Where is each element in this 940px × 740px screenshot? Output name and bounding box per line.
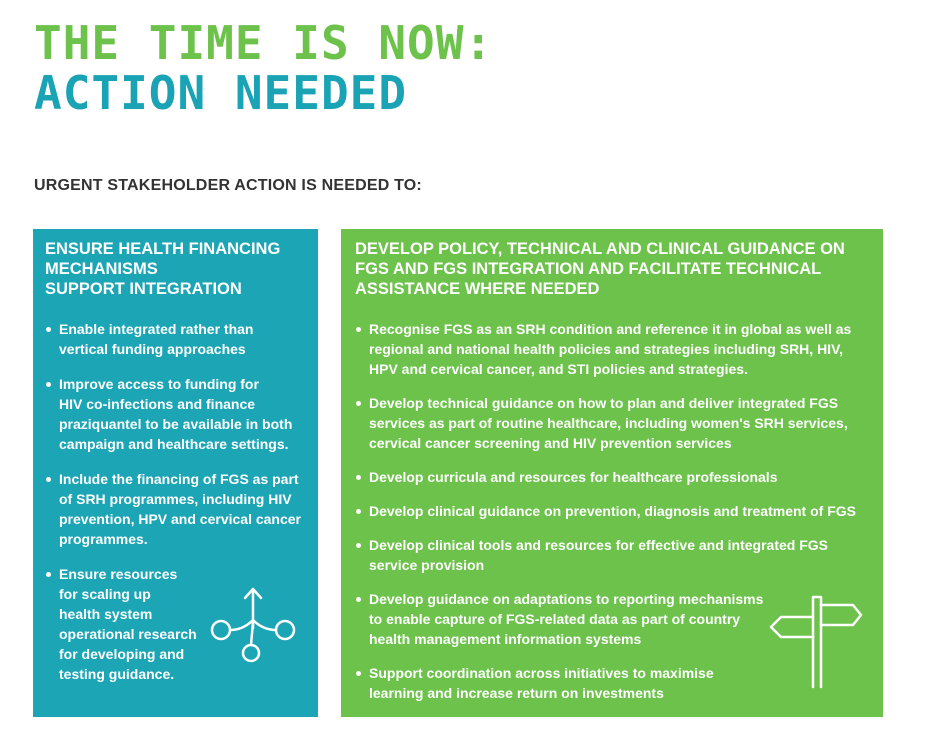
- list-item: [45, 319, 304, 359]
- item-line: learning and increase return on investments: [369, 685, 664, 701]
- item-line: HIV co-infections and finance: [59, 396, 256, 412]
- list-item: [355, 467, 863, 487]
- item-line: of SRH programmes, including HIV: [59, 491, 292, 507]
- item-line: Develop technical guidance on how to plan and deliver integrated FGS: [369, 395, 839, 411]
- title-line: ASSISTANCE WHERE NEEDED: [355, 280, 600, 298]
- item-line: Ensure resources: [59, 566, 178, 582]
- item-line: Develop guidance on adaptations to reporting mechanisms: [369, 591, 764, 607]
- item-line: vertical funding approaches: [59, 341, 246, 357]
- item-line: to enable capture of FGS-related data as part of country: [369, 611, 741, 627]
- item-line: regional and national health policies and strategies including SRH, HIV,: [369, 341, 844, 357]
- title-line: FGS AND FGS INTEGRATION AND FACILITATE TECHNICAL: [355, 260, 822, 278]
- title-line: ENSURE HEALTH FINANCING: [45, 240, 281, 258]
- item-line: for scaling up: [59, 586, 151, 602]
- item-line: operational research: [59, 626, 197, 642]
- policy-guidance-box: [341, 229, 883, 717]
- item-line: services as part of routine healthcare, including women's SRH services,: [369, 415, 848, 431]
- item-line: Develop clinical guidance on prevention, diagnosis and treatment of FGS: [369, 503, 856, 519]
- item-line: Develop curricula and resources for healthcare professionals: [369, 469, 778, 485]
- list-item: [355, 535, 863, 575]
- item-line: Develop clinical tools and resources for effective and integrated FGS: [369, 537, 829, 553]
- item-line: Recognise FGS as an SRH condition and reference it in global as well as: [369, 321, 852, 337]
- branching-arrows-icon: [209, 584, 299, 664]
- financing-box-title: [45, 239, 304, 299]
- item-line: Include the financing of FGS as part: [59, 471, 299, 487]
- policy-box-title: [355, 239, 863, 299]
- financing-box: [33, 229, 318, 717]
- list-item: [355, 319, 863, 379]
- item-line: service provision: [369, 557, 485, 573]
- list-item: [355, 501, 863, 521]
- item-line: praziquantel to be available in both: [59, 416, 293, 432]
- item-line: Enable integrated rather than: [59, 321, 254, 337]
- headline-line-1: THE TIME IS NOW:: [34, 16, 494, 70]
- item-line: HPV and cervical cancer, and STI policies and strategies.: [369, 361, 748, 377]
- title-line: SUPPORT INTEGRATION: [45, 280, 242, 298]
- item-line: health system: [59, 606, 153, 622]
- title-line: DEVELOP POLICY, TECHNICAL AND CLINICAL GUIDANCE ON: [355, 240, 845, 258]
- item-line: health management information systems: [369, 631, 642, 647]
- list-item: [45, 374, 304, 454]
- title-line: MECHANISMS: [45, 260, 158, 278]
- signpost-icon: [767, 589, 867, 689]
- item-line: programmes.: [59, 531, 148, 547]
- list-item: [355, 393, 863, 453]
- headline-line-2: ACTION NEEDED: [34, 66, 408, 120]
- item-line: Improve access to funding for: [59, 376, 259, 392]
- item-line: campaign and healthcare settings.: [59, 436, 289, 452]
- item-line: for developing and: [59, 646, 185, 662]
- item-line: prevention, HPV and cervical cancer: [59, 511, 301, 527]
- section-subheading: URGENT STAKEHOLDER ACTION IS NEEDED TO:: [34, 177, 422, 194]
- page-headline: [34, 18, 493, 118]
- item-line: testing guidance.: [59, 666, 175, 682]
- list-item: [45, 469, 304, 549]
- item-line: Support coordination across initiatives to maximise: [369, 665, 714, 681]
- item-line: cervical cancer screening and HIV prevention services: [369, 435, 732, 451]
